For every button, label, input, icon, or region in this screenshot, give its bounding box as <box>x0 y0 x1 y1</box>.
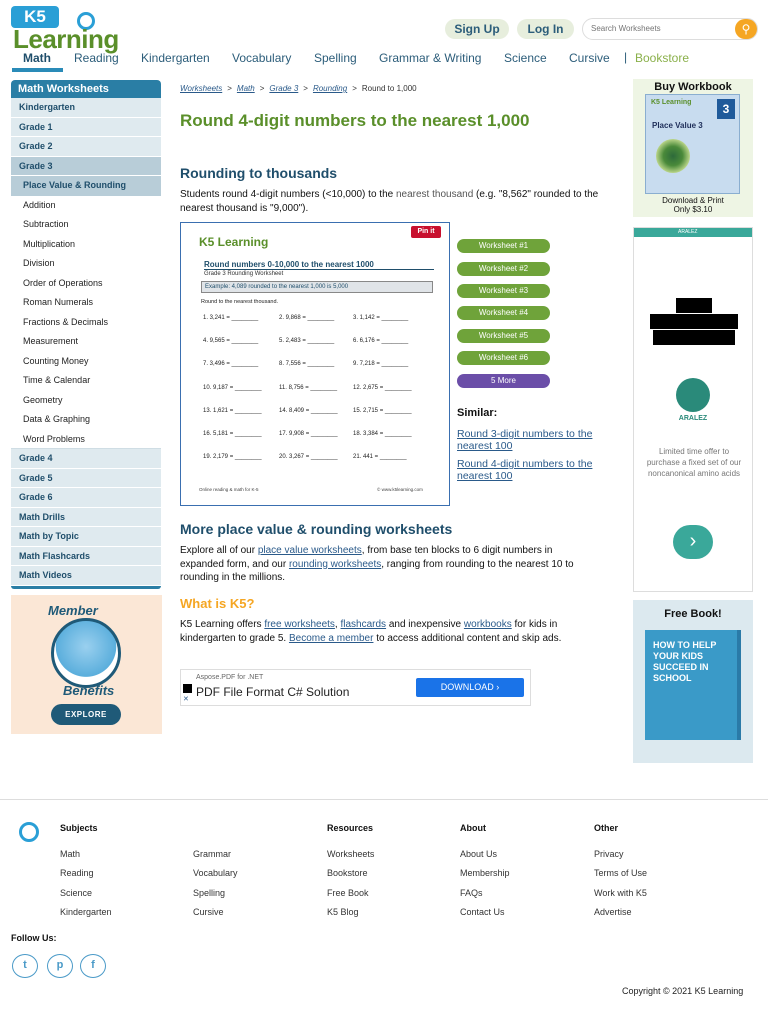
footer-link-terms[interactable]: Terms of Use <box>594 868 648 878</box>
sidebar-item-math-by-topic[interactable]: Math by Topic <box>11 527 161 547</box>
aralez-logo-icon <box>676 378 710 412</box>
free-book-cover-text: HOW TO HELP YOUR KIDS SUCCEED IN SCHOOL <box>653 640 717 683</box>
worksheet-question: 4. 9,565 = ________ <box>203 338 259 345</box>
footer-link-worksheets[interactable]: Worksheets <box>327 849 375 859</box>
sidebar-item-grade-4[interactable]: Grade 4 <box>11 449 161 469</box>
worksheet-question: 17. 9,908 = ________ <box>279 431 338 437</box>
member-figure-icon <box>51 618 121 688</box>
sidebar-topic-place-value[interactable]: Place Value & Rounding <box>11 176 161 196</box>
text-span: , ranging from rounding to the nearest 10 to rounding in the millions. <box>180 558 574 583</box>
copyright: Copyright © 2021 K5 Learning <box>622 986 744 996</box>
worksheet-question: 21. 441 = ________ <box>353 454 407 461</box>
bottom-ad[interactable] <box>180 669 531 706</box>
footer-link-kindergarten[interactable]: Kindergarten <box>60 907 112 917</box>
worksheet-2-button[interactable]: Worksheet #2 <box>457 262 550 276</box>
footer-link-advertise[interactable]: Advertise <box>594 907 632 917</box>
sidebar-item-math-drills[interactable]: Math Drills <box>11 508 161 528</box>
footer-link-contact-us[interactable]: Contact Us <box>460 907 505 917</box>
footer-link-grammar[interactable]: Grammar <box>193 849 231 859</box>
login-button[interactable]: Log In <box>517 19 574 39</box>
footer-logo-circle <box>19 822 39 842</box>
worksheet-question: 12. 2,675 = ________ <box>353 384 412 391</box>
nav-active-indicator <box>12 68 63 72</box>
worksheet-1-button[interactable]: Worksheet #1 <box>457 239 550 253</box>
worksheet-5-button[interactable]: Worksheet #5 <box>457 329 550 343</box>
main-nav <box>0 48 768 70</box>
nav-bookstore[interactable]: Bookstore <box>635 51 690 65</box>
worksheet-question: 6. 6,176 = ________ <box>353 338 409 345</box>
breadcrumb-sep: > <box>352 84 357 93</box>
section-text-rounding <box>180 188 605 215</box>
sidebar-item-math-videos[interactable]: Math Videos <box>11 566 161 586</box>
text-span: , <box>334 619 341 630</box>
worksheet-question: 19. 2,179 = ________ <box>203 454 262 461</box>
worksheet-preview[interactable] <box>180 222 450 506</box>
search-input[interactable] <box>591 24 731 33</box>
workbooks-link[interactable]: workbooks <box>463 619 512 630</box>
sidebar-topic-subtraction[interactable]: Subtraction <box>11 215 161 235</box>
sidebar-title: Math Worksheets <box>11 80 161 98</box>
redaction-bar <box>676 298 712 313</box>
breadcrumb-grade-3[interactable]: Grade 3 <box>269 84 299 93</box>
page-title: Round 4-digit numbers to the nearest 1,000 <box>180 111 530 130</box>
more-worksheets-button[interactable]: 5 More <box>457 374 550 388</box>
rounding-link[interactable]: rounding worksheets <box>288 558 382 570</box>
sidebar-item-grade-2[interactable]: Grade 2 <box>11 137 161 157</box>
nav-cursive[interactable]: Cursive <box>569 51 610 65</box>
section-text-k5 <box>180 618 610 645</box>
footer-link-bookstore[interactable]: Bookstore <box>327 868 368 878</box>
workbook-image-icon <box>656 139 690 173</box>
free-worksheets-link[interactable]: free worksheets <box>264 619 335 630</box>
section-heading-rounding: Rounding to thousands <box>180 165 338 181</box>
section-heading-what-is-k5: What is K5? <box>180 596 255 611</box>
sidebar-footer-bar <box>11 586 161 589</box>
redaction-bar <box>650 314 738 329</box>
worksheet-question: 10. 9,187 = ________ <box>203 384 262 391</box>
text-span: Only $3.10 <box>673 205 713 214</box>
member-line1: Member <box>48 603 98 618</box>
side-ad-redacted <box>650 298 738 346</box>
text-span: and inexpensive <box>386 619 464 630</box>
worksheet-3-button[interactable]: Worksheet #3 <box>457 284 550 298</box>
worksheet-subtitle: Grade 3 Rounding Worksheet <box>204 271 284 277</box>
place-value-link[interactable]: place value worksheets <box>257 545 362 556</box>
side-ad-text: Limited time offer to purchase a fixed set of our noncanonical amino acids <box>646 447 742 478</box>
member-benefits-banner[interactable] <box>11 595 162 734</box>
breadcrumb-sep: > <box>227 84 232 93</box>
worksheet-question: 8. 7,556 = ________ <box>279 361 335 368</box>
footer-link-faqs[interactable]: FAQs <box>460 888 483 898</box>
worksheet-question: 18. 3,384 = ________ <box>353 431 412 437</box>
ad-close-icon[interactable]: ✕ <box>183 696 189 703</box>
explore-button[interactable]: EXPLORE <box>51 704 121 725</box>
footer-heading-about: About <box>460 823 486 833</box>
worksheet-question: 15. 2,715 = ________ <box>353 407 412 414</box>
facebook-icon[interactable]: f <box>80 954 106 978</box>
nav-grammar-writing[interactable]: Grammar & Writing <box>379 51 482 65</box>
side-ad[interactable] <box>633 227 753 592</box>
worksheet-4-button[interactable]: Worksheet #4 <box>457 306 550 320</box>
worksheet-question: 20. 3,267 = ________ <box>279 454 338 461</box>
signup-button[interactable]: Sign Up <box>445 19 509 39</box>
worksheet-question: 14. 8,409 = ________ <box>279 407 338 414</box>
similar-heading: Similar: <box>457 407 498 419</box>
search-box <box>582 18 758 40</box>
sidebar-topic-time-calendar[interactable]: Time & Calendar <box>11 371 161 391</box>
text-span: nearest thousand <box>395 189 474 200</box>
worksheet-example: Example: 4,089 rounded to the nearest 1,000 is 5,000 <box>201 281 433 293</box>
flashcards-link[interactable]: flashcards <box>340 619 387 630</box>
member-line2: Benefits <box>63 683 115 698</box>
free-book-panel[interactable] <box>633 600 753 763</box>
footer-divider <box>0 799 768 800</box>
sidebar-topic-order-of-operations[interactable]: Order of Operations <box>11 274 161 294</box>
text-span: Explore all of our <box>180 545 258 556</box>
worksheet-6-button[interactable]: Worksheet #6 <box>457 351 550 365</box>
redaction-bar <box>653 330 735 345</box>
side-ad-brand: ARALEZ <box>678 415 708 422</box>
free-book-cover[interactable] <box>645 630 741 740</box>
buy-workbook-price <box>633 196 753 214</box>
breadcrumb-rounding[interactable]: Rounding <box>312 84 348 93</box>
math-sidebar <box>11 80 161 589</box>
nav-spelling[interactable]: Spelling <box>314 51 357 65</box>
worksheet-question: 2. 9,868 = ________ <box>279 315 335 321</box>
footer-link-work-with-k5[interactable]: Work with K5 <box>594 888 647 898</box>
text-span: Download & Print <box>662 196 724 205</box>
sidebar-topic-multiplication[interactable]: Multiplication <box>11 235 161 255</box>
k5-logo[interactable] <box>11 6 126 54</box>
worksheet-question: 16. 5,181 = ________ <box>203 431 262 437</box>
footer-link-k5-blog[interactable]: K5 Blog <box>327 907 359 917</box>
breadcrumb-current: Round to 1,000 <box>361 84 417 93</box>
sidebar-topic-roman-numerals[interactable]: Roman Numerals <box>11 293 161 313</box>
sidebar-item-math-flashcards[interactable]: Math Flashcards <box>11 547 161 567</box>
sidebar-topic-data-graphing[interactable]: Data & Graphing <box>11 410 161 430</box>
pinterest-icon[interactable]: p <box>47 954 73 978</box>
sidebar-topic-fractions-decimals[interactable]: Fractions & Decimals <box>11 313 161 333</box>
nav-reading[interactable]: Reading <box>74 51 119 65</box>
text-span: to access additional content and skip ads. <box>373 632 562 644</box>
sidebar-item-grade-5[interactable]: Grade 5 <box>11 469 161 489</box>
ad-title: PDF File Format C# Solution <box>196 685 350 699</box>
worksheet-footer-right: © www.k5learning.com <box>377 487 423 492</box>
footer-link-privacy[interactable]: Privacy <box>594 849 624 859</box>
breadcrumb <box>180 84 417 93</box>
text-span: K5 Learning offers <box>180 619 265 630</box>
breadcrumb-math[interactable]: Math <box>236 84 255 93</box>
sidebar-item-grade-6[interactable]: Grade 6 <box>11 488 161 508</box>
worksheet-title: Round numbers 0-10,000 to the nearest 1000 <box>204 260 434 270</box>
worksheet-question: 11. 8,756 = ________ <box>279 384 338 391</box>
footer-link-cursive[interactable]: Cursive <box>193 907 224 917</box>
nav-separator: | <box>624 50 628 64</box>
worksheet-logo: K5 Learning <box>199 235 269 249</box>
nav-science[interactable]: Science <box>504 51 547 65</box>
footer-link-science[interactable]: Science <box>60 888 93 898</box>
sidebar-item-grade-1[interactable]: Grade 1 <box>11 118 161 138</box>
breadcrumb-worksheets[interactable]: Worksheets <box>180 84 223 93</box>
footer-heading-subjects: Subjects <box>60 823 98 833</box>
search-icon[interactable]: ⚲ <box>735 19 757 39</box>
text-span: ARALEZ <box>678 229 698 235</box>
free-book-title: Free Book! <box>664 608 722 620</box>
breadcrumb-sep: > <box>303 84 308 93</box>
ad-download-button[interactable]: DOWNLOAD › <box>416 678 524 697</box>
worksheet-question: 13. 1,621 = ________ <box>203 407 262 414</box>
worksheet-question: 7. 3,496 = ________ <box>203 361 259 368</box>
footer-link-spelling[interactable]: Spelling <box>193 888 226 898</box>
worksheet-question: 1. 3,241 = ________ <box>203 315 259 321</box>
worksheet-question: 9. 7,218 = ________ <box>353 361 409 368</box>
twitter-icon[interactable]: t <box>12 954 38 978</box>
logo-k5: K5 <box>11 6 59 28</box>
sidebar-topic-division[interactable]: Division <box>11 254 161 274</box>
text-span: (e.g. "8,562" rounded to the nearest thousand is "9,000"). <box>180 189 599 214</box>
sidebar-topic-addition[interactable]: Addition <box>11 196 161 216</box>
footer-heading-resources: Resources <box>327 823 374 833</box>
similar-link-1[interactable]: Round 3-digit numbers to the nearest 100 <box>457 428 593 452</box>
sidebar-topic-word-problems[interactable]: Word Problems <box>11 430 161 450</box>
sidebar-item-grade-3[interactable]: Grade 3 <box>11 157 161 177</box>
worksheet-question: 3. 1,142 = ________ <box>353 315 409 321</box>
workbook-cover[interactable] <box>645 94 740 194</box>
footer-link-vocabulary[interactable]: Vocabulary <box>193 868 238 878</box>
footer-link-math[interactable]: Math <box>60 849 81 859</box>
ad-logo-icon <box>183 684 192 693</box>
footer-link-membership[interactable]: Membership <box>460 868 510 878</box>
breadcrumb-sep: > <box>259 84 265 93</box>
workbook-grade: 3 <box>717 99 735 119</box>
nav-kindergarten[interactable]: Kindergarten <box>141 51 210 65</box>
side-ad-header <box>634 228 752 237</box>
worksheet-instruction: Round to the nearest thousand. <box>201 299 279 305</box>
similar-link-2[interactable]: Round 4-digit numbers to the nearest 100 <box>457 458 593 482</box>
ad-small-text: Aspose.PDF for .NET <box>196 674 264 681</box>
footer-link-free-book[interactable]: Free Book <box>327 888 369 898</box>
footer-logo-icon[interactable] <box>11 818 49 848</box>
text-span: , from base ten blocks to 6 digit numbers in expanded form, and our <box>180 545 553 570</box>
buy-workbook-panel[interactable] <box>633 79 753 217</box>
side-ad-arrow-button[interactable]: › <box>673 525 713 559</box>
follow-us-label: Follow Us: <box>11 933 57 943</box>
worksheet-footer-left: Online reading & math for K-5 <box>199 487 259 492</box>
section-heading-more: More place value & rounding worksheets <box>180 521 453 537</box>
become-member-link[interactable]: Become a member <box>288 632 374 644</box>
nav-math[interactable]: Math <box>23 51 51 65</box>
workbook-title: Place Value 3 <box>652 121 703 130</box>
workbook-logo: K5 Learning <box>651 99 692 106</box>
sidebar-item-kindergarten[interactable]: Kindergarten <box>11 98 161 118</box>
logo-learning: Learning <box>13 24 119 54</box>
footer-heading-other: Other <box>594 823 619 833</box>
sidebar-topic-measurement[interactable]: Measurement <box>11 332 161 352</box>
buy-workbook-title: Buy Workbook <box>654 81 732 93</box>
footer-link-reading[interactable]: Reading <box>60 868 94 878</box>
sidebar-topic-geometry[interactable]: Geometry <box>11 391 161 411</box>
text-span: Students round 4-digit numbers (<10,000) to the <box>180 189 396 200</box>
worksheet-question: 5. 2,483 = ________ <box>279 338 335 345</box>
footer-link-about-us[interactable]: About Us <box>460 849 498 859</box>
pinterest-button[interactable]: Pin it <box>411 226 441 238</box>
nav-vocabulary[interactable]: Vocabulary <box>232 51 292 65</box>
section-text-more <box>180 544 580 585</box>
text-span: for kids in kindergarten to grade 5. <box>180 619 558 644</box>
sidebar-topic-counting-money[interactable]: Counting Money <box>11 352 161 372</box>
